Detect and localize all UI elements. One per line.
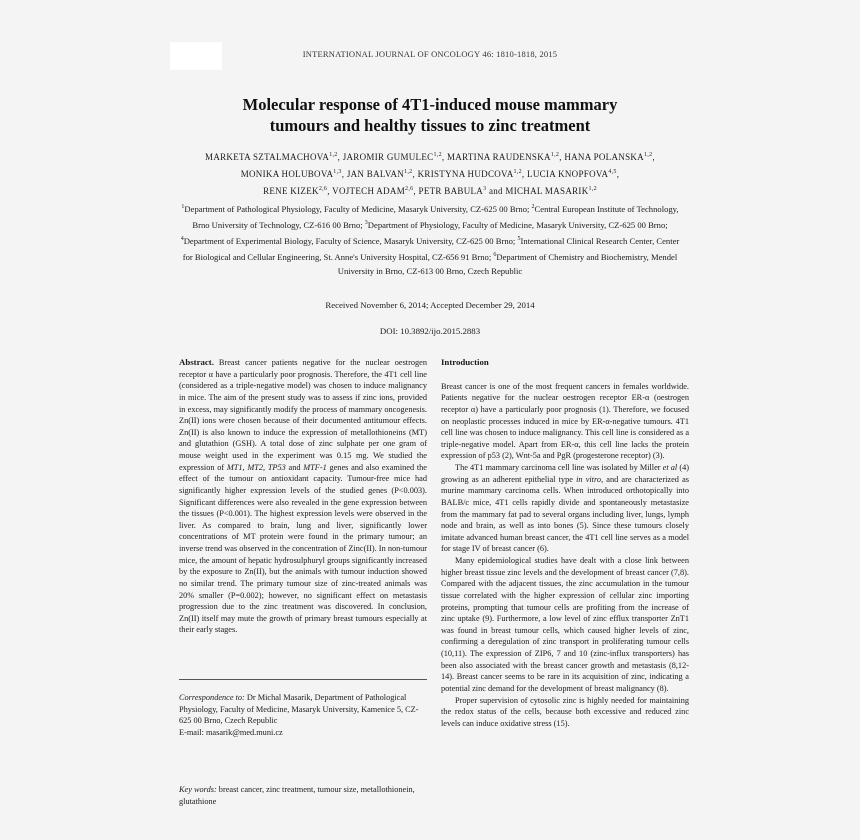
introduction-heading: Introduction bbox=[441, 357, 489, 367]
author: PETR BABULA$^3$ and bbox=[418, 186, 506, 196]
author: KRISTYNA HUDCOVA$^{1,2}$, bbox=[417, 169, 528, 179]
intro-paragraph: Breast cancer is one of the most frequent cancers in females worldwide. Patients negative for the nuclear oestrogen receptor ER-α (oestrogen receptor α) have a particularly poor prognosis (1). Therefore, we focused on neoplastic processes induced in mice by ER-α-negative tumours. 4T1 cell line was chosen to induce malignancy. This cell line is considered as a triple-negative model. Apart from ER-α, this cell line lacks the protein expression of p53 (2), Wnt-5a and PgR (progesterone receptor) (3). bbox=[441, 381, 689, 461]
author: JAROMIR GUMULEC$^{1,2}$, bbox=[342, 152, 447, 162]
author-list bbox=[180, 148, 680, 199]
abstract-column bbox=[179, 357, 427, 636]
keywords-label: Key words: bbox=[179, 785, 217, 795]
affiliation: Central European Institute of Technology, Brno University of Technology, CZ-616 00 Brno; bbox=[192, 203, 679, 230]
introduction-column bbox=[441, 357, 689, 729]
author: JAN BALVAN$^{1,2}$, bbox=[346, 169, 418, 179]
title-line-2: tumours and healthy tissues to zinc treatment bbox=[269, 116, 591, 135]
correspondence-label: Correspondence to: bbox=[179, 693, 245, 702]
author: HANA POLANSKA$^{1,2}$, bbox=[564, 152, 655, 162]
author: MONIKA HOLUBOVA$^{1,3}$, bbox=[240, 169, 347, 179]
doi-link[interactable]: DOI: 10.3892/ijo.2015.2883 bbox=[379, 326, 481, 336]
correspondence-email[interactable]: E-mail: masarik@med.muni.cz bbox=[179, 727, 283, 737]
author: LUCIA KNOPFOVA$^{4,5}$, bbox=[527, 169, 620, 179]
author: RENE KIZEK$^{2,6}$, bbox=[263, 186, 333, 196]
received-dates: Received November 6, 2014; Accepted December 29, 2014 bbox=[325, 300, 535, 310]
article-title bbox=[130, 94, 730, 136]
abstract-heading: Abstract. bbox=[179, 357, 214, 367]
affiliation: Department of Experimental Biology, Faculty of Science, Masaryk University, CZ-625 00 Brno; bbox=[183, 235, 518, 246]
affiliation: Department of Chemistry and Biochemistry, Mendel University in Brno, CZ-613 00 Brno, Czech Republic bbox=[337, 252, 678, 277]
affiliation: International Clinical Research Center, Center for Biological and Cellular Engineering, St. Anne's University Hospital, CZ-656 91 Brno; bbox=[182, 235, 680, 263]
author: MARTINA RAUDENSKA$^{1,2}$, bbox=[446, 152, 565, 162]
keywords: Key words: breast cancer, zinc treatment, tumour size, metallothionein, glutathione bbox=[179, 785, 415, 806]
footnote-divider bbox=[179, 679, 427, 680]
running-head: INTERNATIONAL JOURNAL OF ONCOLOGY 46: 1810-1818, 2015 bbox=[302, 49, 558, 59]
affiliation: Department of Pathological Physiology, Faculty of Medicine, Masaryk University, CZ-625 00 Brno; bbox=[184, 203, 530, 214]
author: MARKETA SZTALMACHOVA$^{1,2}$, bbox=[205, 152, 343, 162]
intro-paragraph: Proper supervision of cytosolic zinc is highly needed for maintaining the redox status of the cells, because both excessive and reduced zinc levels can induce oxidative stress (15). bbox=[441, 695, 689, 728]
abstract-text: Abstract. Breast cancer patients negative for the nuclear oestrogen receptor α have a particularly poor prognosis. Therefore, the 4T1 cell line (considered as a triple-negative model) was chosen to induce malignancy in mice. The aim of the present study was to assess if zinc ions, provided in excess, may significantly modify the process of mammary oncogenesis. Zn(II) ions were chosen because of their documented antitumour effects. Zn(II) is also known to induce the expression of metallothioneins (MT) and glutathion (GSH). A total dose of zinc sulphate per one gram of mouse weight used in the experiment was 0.15 mg. We studied the expression of MT1, MT2, TP53 and MTF-1 genes and also examined the effect of the tumour on antioxidant capacity. Tumour-free mice had significantly higher expression levels of the studied genes (P<0.003). Significant differences were also revealed in the gene expression between the tissues (P<0.001). The highest expression levels were observed in the liver. As compared to brain, lung and liver, significantly lower concentrations of MT protein were found in the primary tumour; an inverse trend was observed in the concentration of Zinc(II). In non-tumour mice, the amount of hepatic hydrosulphuryl groups significantly increased by the exposure to Zn(II), but the animals with tumour induction showed no similar trend. The primary tumour size of zinc-treated animals was 20% smaller (P=0.002); however, no significant effect on metastasis progression due to the zinc treatment was discovered. In conclusion, Zn(II) itself may mute the growth of primary breast tumours especially at their early stages. bbox=[179, 357, 427, 635]
affiliation: Department of Physiology, Faculty of Medicine, Masaryk University, CZ-625 00 Brno; bbox=[367, 219, 668, 230]
intro-paragraph: Many epidemiological studies have dealt with a close link between higher breast tissue zinc levels and the development of breast cancer (7,8). Compared with the adjacent tissues, the zinc accumulation in the tumour tissue correlated with the higher expression of cellular zinc importing proteins, prompting that tumour cells are profiting from the increase of zinc uptake (9). Furthermore, a low level of zinc efflux transporter ZnT1 was found in breast tumour cells, which caused higher levels of zinc, confirming a deregulation of zinc transport in proliferating tumour cells (10,11). The expression of ZIP6, 7 and 10 (zinc-influx transporters) has been also associated with the breast cancer growth and metastasis (8,12-14). Breast cancer seems to be rare in its acquisition of zinc, indicating a potential zinc demand for the development of breast malignancy (8). bbox=[441, 556, 689, 693]
author: VOJTECH ADAM$^{2,6}$, bbox=[332, 186, 419, 196]
author: MICHAL MASARIK$^{1,2}$ bbox=[505, 186, 597, 196]
correspondence-note: Correspondence to: Dr Michal Masarik, Department of Pathological Physiology, Faculty of Medicine, Masaryk University, Kamenice 5, CZ-625 00 Brno, Czech Republic E-mail: masarik@med.muni.cz bbox=[179, 692, 427, 739]
title-line-1: Molecular response of 4T1-induced mouse mammary bbox=[242, 95, 618, 114]
affiliation-list: $^1$Department of Pathological Physiology, Faculty of Medicine, Masaryk University, CZ-625 00 Brno; $^2$Central European Institute of Technology, Brno University of Technology, CZ-616 00 Brno; $^3$Department of Physiology, Faculty of Medicine, Masaryk University, CZ-625 00 Brno; $^4$Department of Experimental Biology, Faculty of Science, Masaryk University, CZ-625 00 Brno; $^5$International Clinical Research Center, Center for Biological and Cellular Engineering, St. Anne's University Hospital, CZ-656 91 Brno; $^6$Department of Chemistry and Biochemistry, Mendel University in Brno, CZ-613 00 Brno, Czech Republic bbox=[180, 203, 680, 277]
intro-paragraph: The 4T1 mammary carcinoma cell line was isolated by Miller et al (4) growing as an adherent epithelial type in vitro, and are characterized as murine mammary carcinoma cells. When introduced orthotopically into BALB/c mice, 4T1 cells rapidly divide and spontaneously metastasize from the mammary fat pad to several organs including liver, lungs, lymph node and brain, as well as into bones (5). Since these tumours closely imitate advanced human breast cancer, the 4T1 cell line serves as a model for stage IV of breast cancer (6). bbox=[441, 463, 690, 554]
